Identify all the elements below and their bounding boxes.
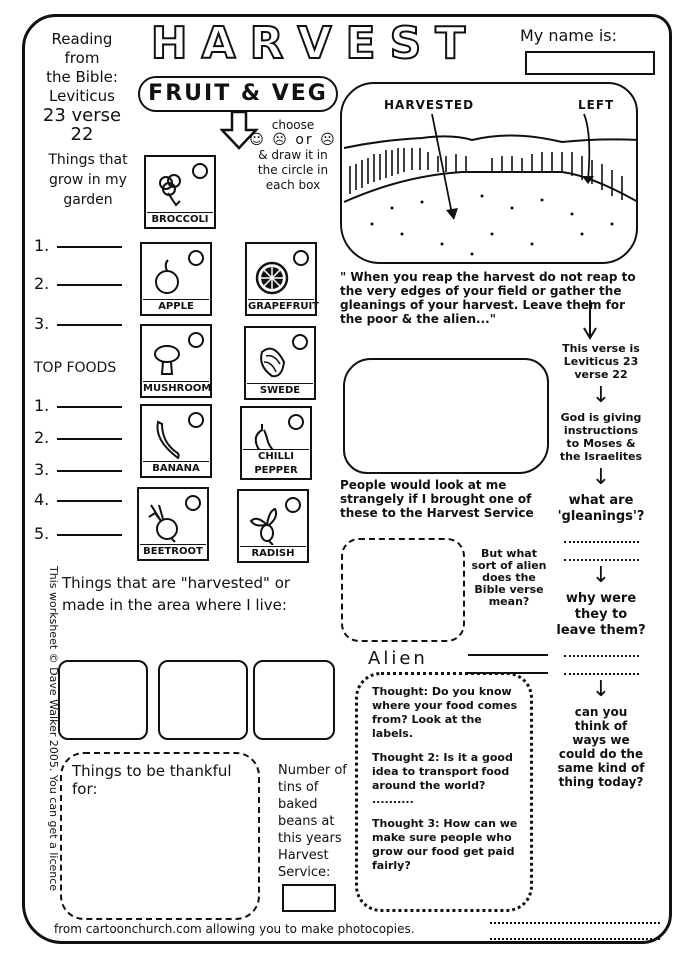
today-question: can you think of ways we could do the same kind of thing today? — [557, 705, 645, 789]
top-food-item[interactable] — [34, 490, 122, 509]
top-food-item[interactable] — [34, 524, 122, 543]
answer-line[interactable] — [564, 525, 639, 543]
answer-line[interactable] — [564, 639, 639, 657]
name-label: My name is: — [520, 26, 617, 45]
beetroot-icon — [147, 503, 181, 543]
thought-3: Thought 3: How can we make sure people who grow our food get paid fairly? — [372, 817, 518, 872]
alien-drawing-box[interactable] — [341, 538, 465, 642]
bible-reading-reference — [32, 30, 132, 144]
field-illustration — [340, 82, 638, 264]
down-arrow-icon: ↓ — [591, 677, 611, 702]
reading-line: Leviticus — [49, 87, 115, 105]
name-field[interactable] — [525, 51, 655, 75]
reading-line: Reading — [51, 30, 113, 48]
face-circle[interactable] — [188, 250, 204, 266]
item-number: 3. — [34, 314, 50, 333]
thought-1: Thought: Do you know where your food comes from? Look at the labels. — [372, 685, 518, 740]
reading-line: the Bible: — [46, 68, 118, 86]
item-number: 2. — [34, 428, 50, 447]
copyright-footer: from cartoonchurch.com allowing you to make photocopies. — [54, 922, 415, 936]
veg-label: BEETROOT — [140, 544, 206, 559]
today-answer-lines[interactable] — [490, 908, 660, 940]
swede-icon — [254, 342, 288, 382]
answer-line[interactable] — [564, 543, 639, 561]
verse-step-2: God is giving instructions to Moses & the Israelites — [559, 411, 643, 463]
veg-label: RADISH — [240, 546, 306, 561]
face-circle[interactable] — [292, 334, 308, 350]
veg-label: GRAPEFRUIT — [248, 301, 320, 312]
garden-item[interactable] — [34, 274, 122, 293]
local-harvest-box[interactable] — [58, 660, 148, 740]
veg-box-radish[interactable] — [237, 489, 309, 563]
veg-label: APPLE — [143, 299, 209, 314]
veg-label: BROCCOLI — [147, 212, 213, 227]
top-food-item[interactable] — [34, 396, 122, 415]
strange-item-caption: People would look at me strangely if I brought one of these to the Harvest Service — [340, 478, 534, 520]
face-circle[interactable] — [293, 250, 309, 266]
item-number: 3. — [34, 460, 50, 479]
face-circle[interactable] — [188, 332, 204, 348]
down-arrow-icon: ↓ — [591, 465, 611, 490]
bible-quote: " When you reap the harvest do not reap to the very edges of your field or gather the gleanings of your harvest. Leave them for the poor & the alien..." — [340, 270, 636, 326]
face-circle[interactable] — [185, 495, 201, 511]
top-food-item[interactable] — [34, 460, 122, 479]
page-title: HARVEST — [150, 18, 480, 69]
item-number: 1. — [34, 236, 50, 255]
veg-label: CHILLI PEPPER — [243, 449, 309, 478]
reading-line: 23 verse 22 — [42, 105, 122, 145]
face-circle[interactable] — [288, 414, 304, 430]
harvested-label: HARVESTED — [384, 98, 475, 112]
harvested-local-heading: Things that are "harvested" or made in the area where I live: — [62, 574, 291, 614]
alien-question: But what sort of alien does the Bible verse mean? — [471, 547, 547, 608]
veg-box-apple[interactable] — [140, 242, 212, 316]
left-label: LEFT — [578, 98, 615, 112]
down-arrow-icon: ↓ — [591, 383, 611, 408]
radish-icon — [247, 505, 281, 545]
local-harvest-box[interactable] — [253, 660, 335, 740]
top-food-item[interactable] — [34, 428, 122, 447]
item-number: 2. — [34, 274, 50, 293]
reading-line: from — [64, 49, 100, 67]
thankful-box[interactable] — [60, 752, 260, 920]
baked-beans-question: Number of tins of baked beans at this years Harvest Service: — [278, 763, 347, 880]
local-harvest-box[interactable] — [158, 660, 248, 740]
item-number: 1. — [34, 396, 50, 415]
down-arrow-icon: ↓ — [591, 563, 611, 588]
thoughts-box — [355, 672, 533, 912]
answer-line[interactable] — [564, 657, 639, 675]
garden-item[interactable] — [34, 236, 122, 255]
veg-box-broccoli[interactable] — [144, 155, 216, 229]
choose-instructions — [248, 118, 338, 193]
veg-box-mushroom[interactable] — [140, 324, 212, 398]
thought-2: Thought 2: Is it a good idea to transport food around the world? .......... — [372, 751, 513, 806]
item-number: 4. — [34, 490, 50, 509]
broccoli-icon — [154, 171, 188, 211]
verse-step-1: This verse is Leviticus 23 verse 22 — [562, 342, 640, 381]
garden-item[interactable] — [34, 314, 122, 333]
fruit-veg-banner: FRUIT & VEG — [138, 76, 338, 112]
veg-label: SWEDE — [247, 383, 313, 398]
veg-label: BANANA — [143, 461, 209, 476]
top-foods-heading: TOP FOODS — [34, 360, 117, 376]
verse-flow — [556, 342, 646, 789]
face-circle[interactable] — [285, 497, 301, 513]
item-number: 5. — [34, 524, 50, 543]
choose-label: choose — [271, 118, 315, 132]
banana-icon — [150, 420, 184, 460]
veg-box-swede[interactable] — [244, 326, 316, 400]
apple-icon — [150, 258, 184, 298]
veg-box-grapefruit[interactable] — [245, 242, 320, 316]
smiley-faces-icon: ☺ ☹ or ☹ — [249, 132, 337, 148]
grapefruit-icon — [255, 258, 289, 298]
veg-box-beetroot[interactable] — [137, 487, 209, 561]
gleanings-question: what are 'gleanings'? — [557, 493, 645, 524]
leave-them-question: why were they to leave them? — [556, 591, 646, 638]
alien-answer-lines[interactable] — [468, 638, 548, 674]
veg-box-chilli-pepper[interactable] — [240, 406, 312, 480]
veg-box-banana[interactable] — [140, 404, 212, 478]
copyright-vertical: This worksheet © Dave Walker 2005. You can get a licence — [47, 566, 60, 892]
face-circle[interactable] — [192, 163, 208, 179]
alien-label: Alien — [368, 648, 428, 669]
strange-item-drawing-box[interactable] — [343, 358, 549, 474]
mushroom-icon — [150, 340, 184, 380]
thankful-heading: Things to be thankful for: — [72, 762, 232, 798]
veg-label: MUSHROOM — [143, 383, 212, 394]
down-arrow-icon — [580, 300, 600, 340]
garden-heading: Things that grow in my garden — [48, 152, 128, 208]
face-circle[interactable] — [188, 412, 204, 428]
draw-instruction: & draw it in the circle in each box — [257, 148, 329, 192]
baked-beans-answer-box[interactable] — [282, 884, 336, 912]
